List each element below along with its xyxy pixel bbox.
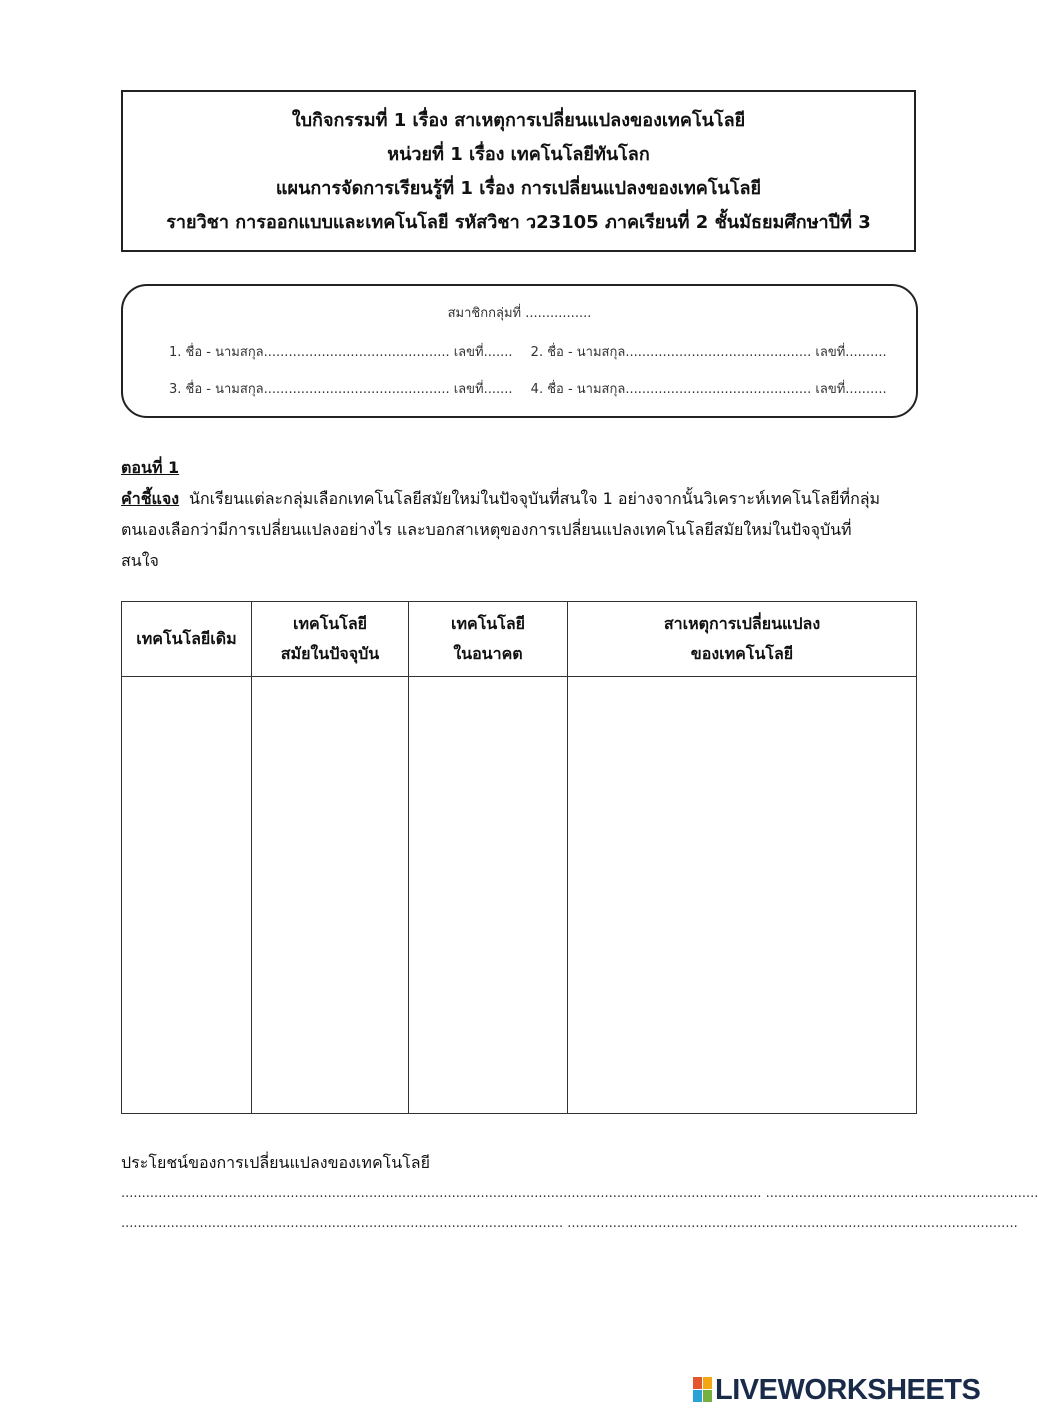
instruction-text: นักเรียนแต่ละกลุ่มเลือกเทคโนโลยีสมัยใหม่ในปัจจุบันที่สนใจ 1 อย่างจากนั้นวิเคราะห์เทคโนโลยีที่กลุ่มตนเองเลือกว่ามีการเปลี่ยนแปลงอย่างไร และบอกสาเหตุของการเปลี่ยนแปลงเทคโนโลยีสมัยใหม่ในปัจจุบันที่สนใจ [121,489,881,570]
benefits-label: ประโยชน์ของการเปลี่ยนแปลงของเทคโนโลยี [121,1153,430,1172]
liveworksheets-mark-icon [693,1377,713,1403]
liveworksheets-logo [693,1373,980,1407]
member-2-field[interactable]: 2. ชื่อ - นามสกุล............................................. เลขที่.......... [530,345,887,360]
table-header-row [122,602,917,677]
analysis-table [121,601,917,1114]
change-causes-cell[interactable] [568,677,917,1114]
group-members-box [121,284,918,418]
unit-title: หน่วยที่ 1 เรื่อง เทคโนโลยีทันโลก [387,144,650,165]
member-1-field[interactable]: 1. ชื่อ - นามสกุล............................................. เลขที่....... [169,345,513,360]
benefits-answer-line-1[interactable]: ........................................................................................................................................................... .................................................................. [121,1186,1038,1201]
mark-square [703,1377,712,1389]
benefits-answer-line-2[interactable]: ........................................................................................................... ............................................................................................................. [121,1216,1018,1231]
brand-name: LIVEWORKSHEETS [715,1373,981,1406]
mark-square [703,1390,712,1402]
member-3-field[interactable]: 3. ชื่อ - นามสกุล............................................. เลขที่....... [169,382,513,397]
lesson-plan-title: แผนการจัดการเรียนรู้ที่ 1 เรื่อง การเปลี่ยนแปลงของเทคโนโลยี [275,178,762,199]
instructions [121,483,881,576]
title-box [121,90,916,252]
member-row [169,341,887,362]
instruction-label: คำชี้แจง [121,489,180,508]
member-row [169,378,887,399]
group-number-field[interactable]: สมาชิกกลุ่มที่ ................ [447,306,592,321]
activity-title: ใบกิจกรรมที่ 1 เรื่อง สาเหตุการเปลี่ยนแปลงของเทคโนโลยี [291,110,746,131]
member-4-field[interactable]: 4. ชื่อ - นามสกุล............................................. เลขที่.......... [530,382,887,397]
mark-square [693,1390,702,1402]
table-row [122,677,917,1114]
old-technology-cell[interactable] [122,677,252,1114]
current-technology-cell[interactable] [252,677,409,1114]
header-change-causes: สาเหตุการเปลี่ยนแปลง ของเทคโนโลยี [568,602,917,677]
course-info: รายวิชา การออกแบบและเทคโนโลยี รหัสวิชา ว23105 ภาคเรียนที่ 2 ชั้นมัธยมศึกษาปีที่ 3 [166,212,871,233]
mark-square [693,1377,702,1389]
part-title: ตอนที่ 1 [121,458,180,477]
future-technology-cell[interactable] [409,677,568,1114]
header-current-technology: เทคโนโลยี สมัยในปัจจุบัน [252,602,409,677]
header-old-technology: เทคโนโลยีเดิม [122,602,252,677]
header-future-technology: เทคโนโลยี ในอนาคต [409,602,568,677]
